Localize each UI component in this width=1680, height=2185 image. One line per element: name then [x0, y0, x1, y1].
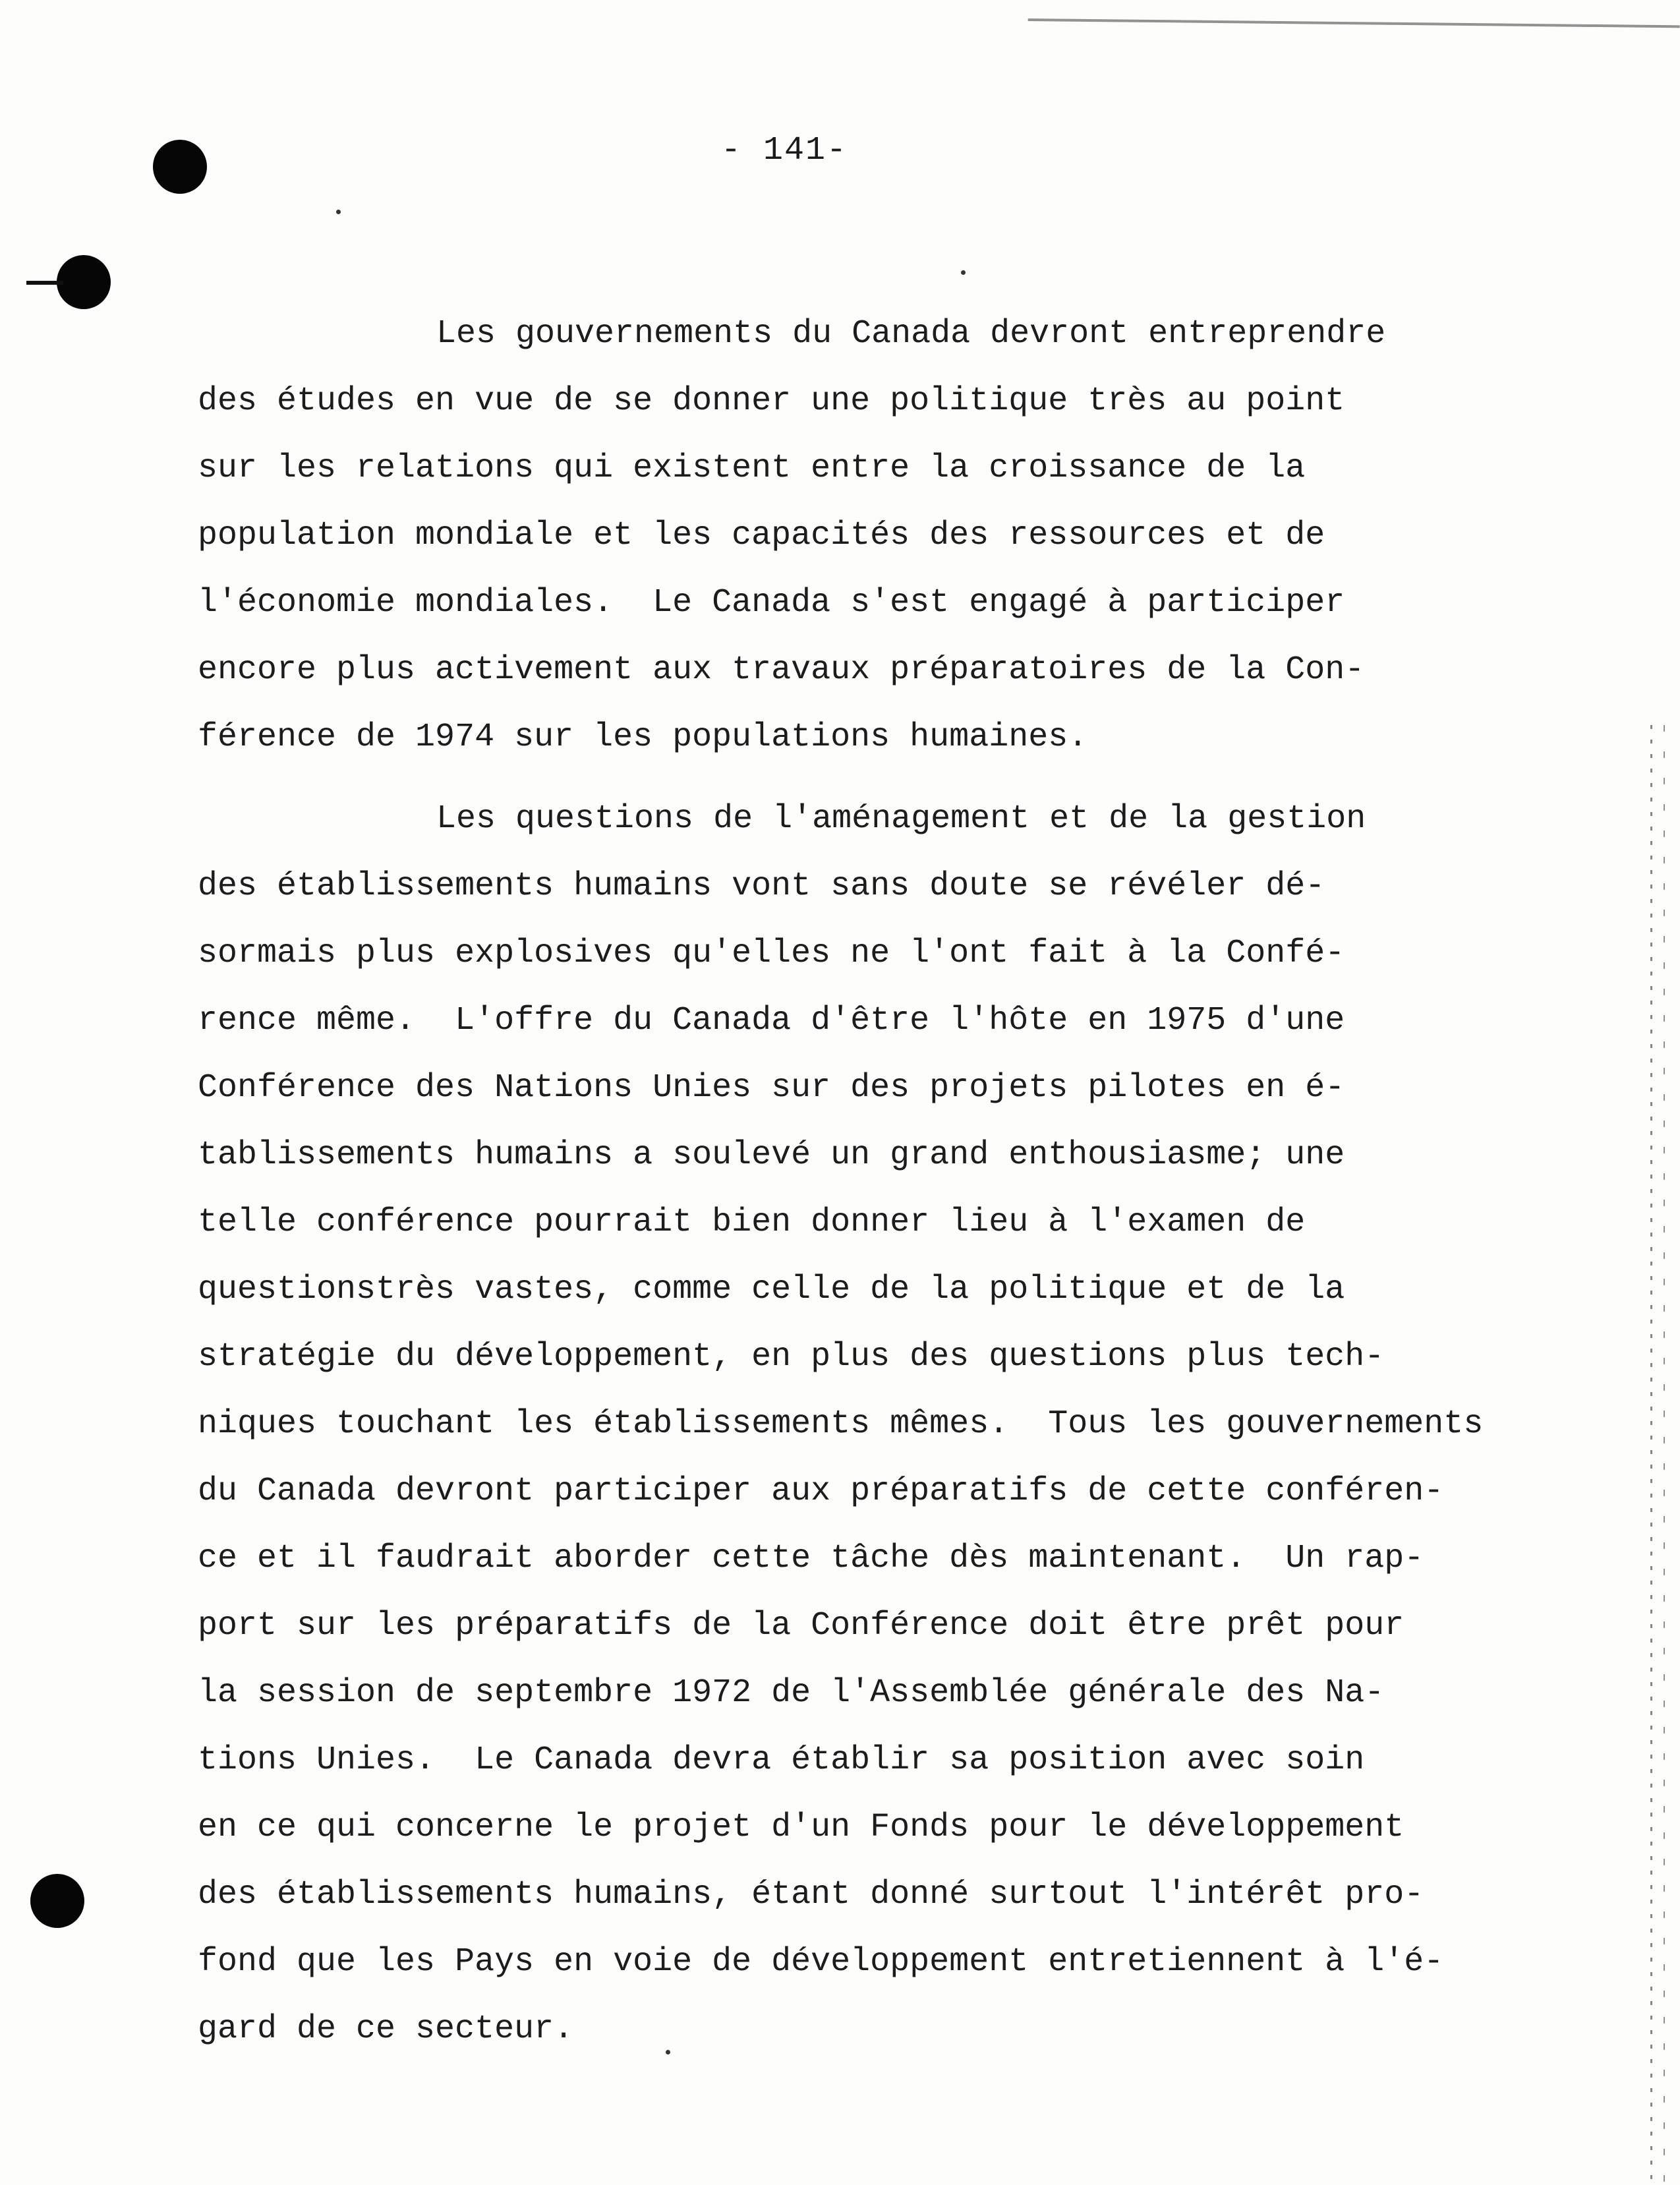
text-line: port sur les préparatifs de la Conférence doit être prêt pour [198, 1607, 1405, 1645]
paragraph [198, 301, 1522, 771]
text-line: Les gouvernements du Canada devront entreprendre [436, 315, 1386, 353]
text-line: des établissements humains, étant donné surtout l'intérêt pro- [198, 1876, 1424, 1913]
text-line: en ce qui concerne le projet d'un Fonds pour le développement [198, 1809, 1405, 1846]
text-line: des études en vue de se donner une politique très au point [198, 382, 1345, 420]
text-line: tions Unies. Le Canada devra établir sa position avec soin [198, 1741, 1365, 1779]
page-number: - 141- [720, 132, 848, 169]
text-line: encore plus activement aux travaux préparatoires de la Con- [198, 651, 1365, 689]
text-line: sormais plus explosives qu'elles ne l'ont fait à la Confé- [198, 935, 1345, 972]
text-line: telle conférence pourrait bien donner lieu à l'examen de [198, 1204, 1306, 1241]
text-line: stratégie du développement, en plus des questions plus tech- [198, 1338, 1385, 1376]
text-line: tablissements humains a soulevé un grand enthousiasme; une [198, 1136, 1345, 1174]
text-line: l'économie mondiales. Le Canada s'est engagé à participer [198, 584, 1345, 622]
text-line: férence de 1974 sur les populations humaines. [198, 718, 1088, 756]
scan-speck [336, 210, 341, 214]
text-line: questionstrès vastes, comme celle de la politique et de la [198, 1271, 1345, 1308]
text-line: rence même. L'offre du Canada d'être l'hôte en 1975 d'une [198, 1002, 1345, 1039]
punch-hole [153, 140, 207, 194]
text-line: niques touchant les établissements mêmes. Tous les gouvernements [198, 1405, 1484, 1443]
text-line: ce et il faudrait aborder cette tâche dès maintenant. Un rap- [198, 1540, 1424, 1577]
scan-speck [961, 270, 966, 275]
scan-mark [26, 281, 63, 285]
document-body [198, 301, 1522, 2063]
punch-hole [30, 1874, 84, 1928]
scan-edge-mark [1028, 0, 1680, 28]
text-line: du Canada devront participer aux préparatifs de cette conféren- [198, 1472, 1444, 1510]
punch-hole [57, 255, 111, 309]
text-line: fond que les Pays en voie de développement entretiennent à l'é- [198, 1943, 1444, 1981]
text-line: sur les relations qui existent entre la croissance de la [198, 450, 1306, 487]
text-line: gard de ce secteur. [198, 2010, 574, 2048]
scan-edge-mark [1648, 725, 1674, 2185]
text-line: Conférence des Nations Unies sur des projets pilotes en é- [198, 1069, 1345, 1107]
text-line: Les questions de l'aménagement et de la gestion [436, 800, 1366, 838]
paragraph [198, 786, 1522, 2063]
text-line: des établissements humains vont sans doute se révéler dé- [198, 867, 1325, 905]
text-line: population mondiale et les capacités des ressources et de [198, 517, 1325, 554]
text-line: la session de septembre 1972 de l'Assemblée générale des Na- [198, 1674, 1385, 1712]
